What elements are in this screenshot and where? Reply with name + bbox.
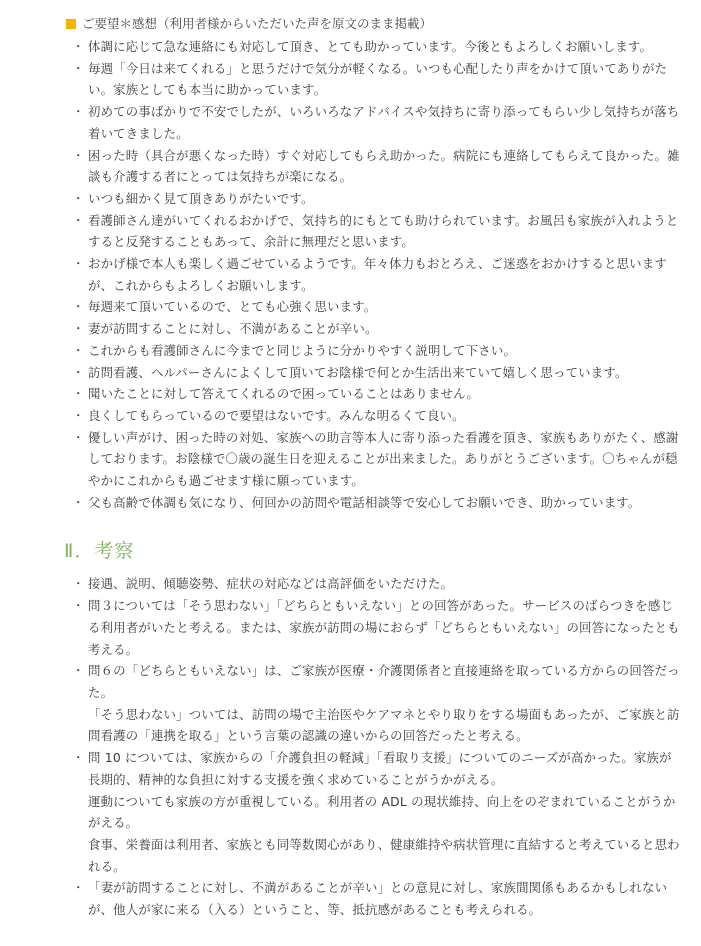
bullet-icon: ・: [72, 364, 85, 380]
list-item-text: 妻が訪問することに対し、不満があることが辛い。: [88, 321, 378, 337]
list-item-text: 困った時（具合が悪くなった時）すぐ対応してもらえ助かった。病院にも連絡してもらえて良かった。雑談も介護する者にとっては気持ちが楽になる。: [88, 147, 680, 185]
bullet-icon: ・: [72, 104, 85, 120]
list-item-text: 運動についても家族の方が重視している。利用者の ADL の現状維持、向上をのぞまれていることがうかがえる。: [88, 793, 676, 831]
list-item: [66, 492, 681, 514]
discussion-title: Ⅱ．考察: [64, 540, 135, 563]
list-item: [66, 573, 681, 595]
bullet-icon: ・: [72, 190, 85, 206]
list-item-text: いつも細かく見て頂きありがたいです。: [88, 190, 314, 206]
list-item: [66, 405, 681, 427]
bullet-icon: ・: [72, 407, 85, 423]
list-item-text: 初めての事ばかりで不安でしたが、いろいろなアドバイスや気持ちに寄り添ってもらい少し気持ちが落ち着いてきました。: [88, 104, 680, 141]
list-item: [66, 595, 681, 660]
list-item: [66, 296, 681, 318]
list-item-text: 毎週来て頂いているので、とても心強く思います。: [88, 299, 377, 315]
bullet-icon: ・: [72, 576, 85, 592]
bullet-icon: ・: [72, 212, 85, 228]
list-item: [66, 318, 681, 340]
discussion-list: [66, 573, 681, 920]
list-item-text: 毎週「今日は来てくれる」と思うだけで気分が軽くなる。いつも心配したり声をかけて頂いてありがたい。家族としても本当に助かっています。: [88, 60, 668, 98]
bullet-icon: ・: [72, 321, 85, 337]
list-item-text: 問３については「そう思わない」「どちらともいえない」との回答があった。サービスのばらつきを感じる利用者がいたと考える。または、家族が訪問の場におらず「どちらともいえない」の回答になったとも考える。: [88, 598, 680, 657]
feedback-list: [66, 36, 681, 513]
bullet-icon: ・: [72, 663, 85, 679]
bullet-icon: ・: [72, 147, 85, 163]
list-item: [66, 362, 681, 384]
list-item-text: 良くしてもらっているので要望はないです。みんな明るくて良い。: [88, 407, 465, 423]
list-item: [66, 101, 681, 144]
list-item-text: おかげ様で本人も楽しく過ごせているようです。年々体力もおとろえ、ご迷惑をおかけすると思いますが、これからもよろしくお願いします。: [88, 256, 667, 293]
list-item: [66, 660, 681, 747]
list-item: [66, 383, 681, 405]
list-item: [66, 145, 681, 188]
bullet-icon: ・: [72, 598, 85, 614]
list-item-text: 食事、栄養面は利用者、家族とも同等数関心があり、健康維持や病状管理に直結すると考えていると思われる。: [88, 836, 680, 874]
bullet-icon: ・: [72, 880, 85, 896]
list-item-text: 聞いたことに対して答えてくれるので困っていることはありません。: [88, 386, 480, 402]
bullet-icon: ・: [72, 39, 85, 54]
bullet-icon: ・: [72, 386, 85, 402]
list-item-text: 訪問看護、ヘルパーさんによくして頂いてお陰様で何とか生活出来ていて嬉しく思っています。: [88, 364, 628, 380]
list-item-text: 問 10 については、家族からの「介護負担の軽減」「看取り支援」についてのニーズが高かった。家族が長期的、精神的な負担に対する支援を強く求めていることがうかがえる。: [88, 750, 672, 787]
feedback-heading-text: ご要望＊感想（利用者様からいただいた声を原文のまま掲載）: [82, 16, 433, 31]
bullet-icon: ・: [72, 60, 85, 76]
list-item: [66, 747, 681, 877]
list-item: [66, 877, 681, 920]
orange-square-icon: [66, 19, 76, 29]
list-item: [66, 188, 681, 210]
feedback-heading: [66, 14, 681, 34]
list-item-text: 父も高齢で体調も気になり、何回かの訪問や電話相談等で安心してお願いでき、助かっています。: [88, 494, 641, 510]
list-item: [66, 58, 681, 101]
list-item: [66, 253, 681, 296]
list-item: [66, 36, 681, 58]
list-item-text: 看護師さん達がいてくれるおかげで、気持ち的にもとても助けられています。お風呂も家族が入れようとすると反発することもあって、余計に無理だと思います。: [88, 212, 679, 250]
bullet-icon: ・: [72, 750, 85, 766]
list-item: [66, 427, 681, 492]
list-item-text: これからも看護師さんに今までと同じように分かりやすく説明して下さい。: [88, 342, 517, 358]
list-item: [66, 210, 681, 253]
bullet-icon: ・: [72, 494, 85, 510]
list-item-text: 問６の「どちらともいえない」は、ご家族が医療・介護関係者と直接連絡を取っている方からの回答だった。: [88, 663, 680, 700]
bullet-icon: ・: [72, 342, 85, 358]
bullet-icon: ・: [72, 256, 85, 272]
list-item: [66, 340, 681, 362]
list-item-text: 「妻が訪問することに対し、不満があることが辛い」との意見に対し、家族間関係もあるかもしれないが、他人が家に来る（入る）ということ、等、抵抗感があることも考えられる。: [88, 880, 668, 918]
list-item-text: 体調に応じて急な連絡にも対応して頂き、とても助かっています。今後ともよろしくお願いします。: [88, 39, 653, 54]
list-item-text: 「そう思わない」ついては、訪問の場で主治医やケアマネとやり取りをする場面もあったが、ご家族と訪問看護の「連携を取る」という言葉の認識の違いからの回答だったと考える。: [88, 706, 680, 744]
bullet-icon: ・: [72, 429, 85, 445]
bullet-icon: ・: [72, 299, 85, 315]
list-item-text: 優しい声がけ、困った時の対処、家族への助言等本人に寄り添った看護を頂き、家族もありがたく、感謝しております。お陰様で〇歳の誕生日を迎えることが出来ました。ありがとうございます。〇ちゃんが穏やかにこれからも過ごせます様に願っています。: [88, 429, 679, 489]
list-item-text: 接遇、説明、傾聴姿勢、症状の対応などは高評価をいただけた。: [88, 576, 454, 592]
